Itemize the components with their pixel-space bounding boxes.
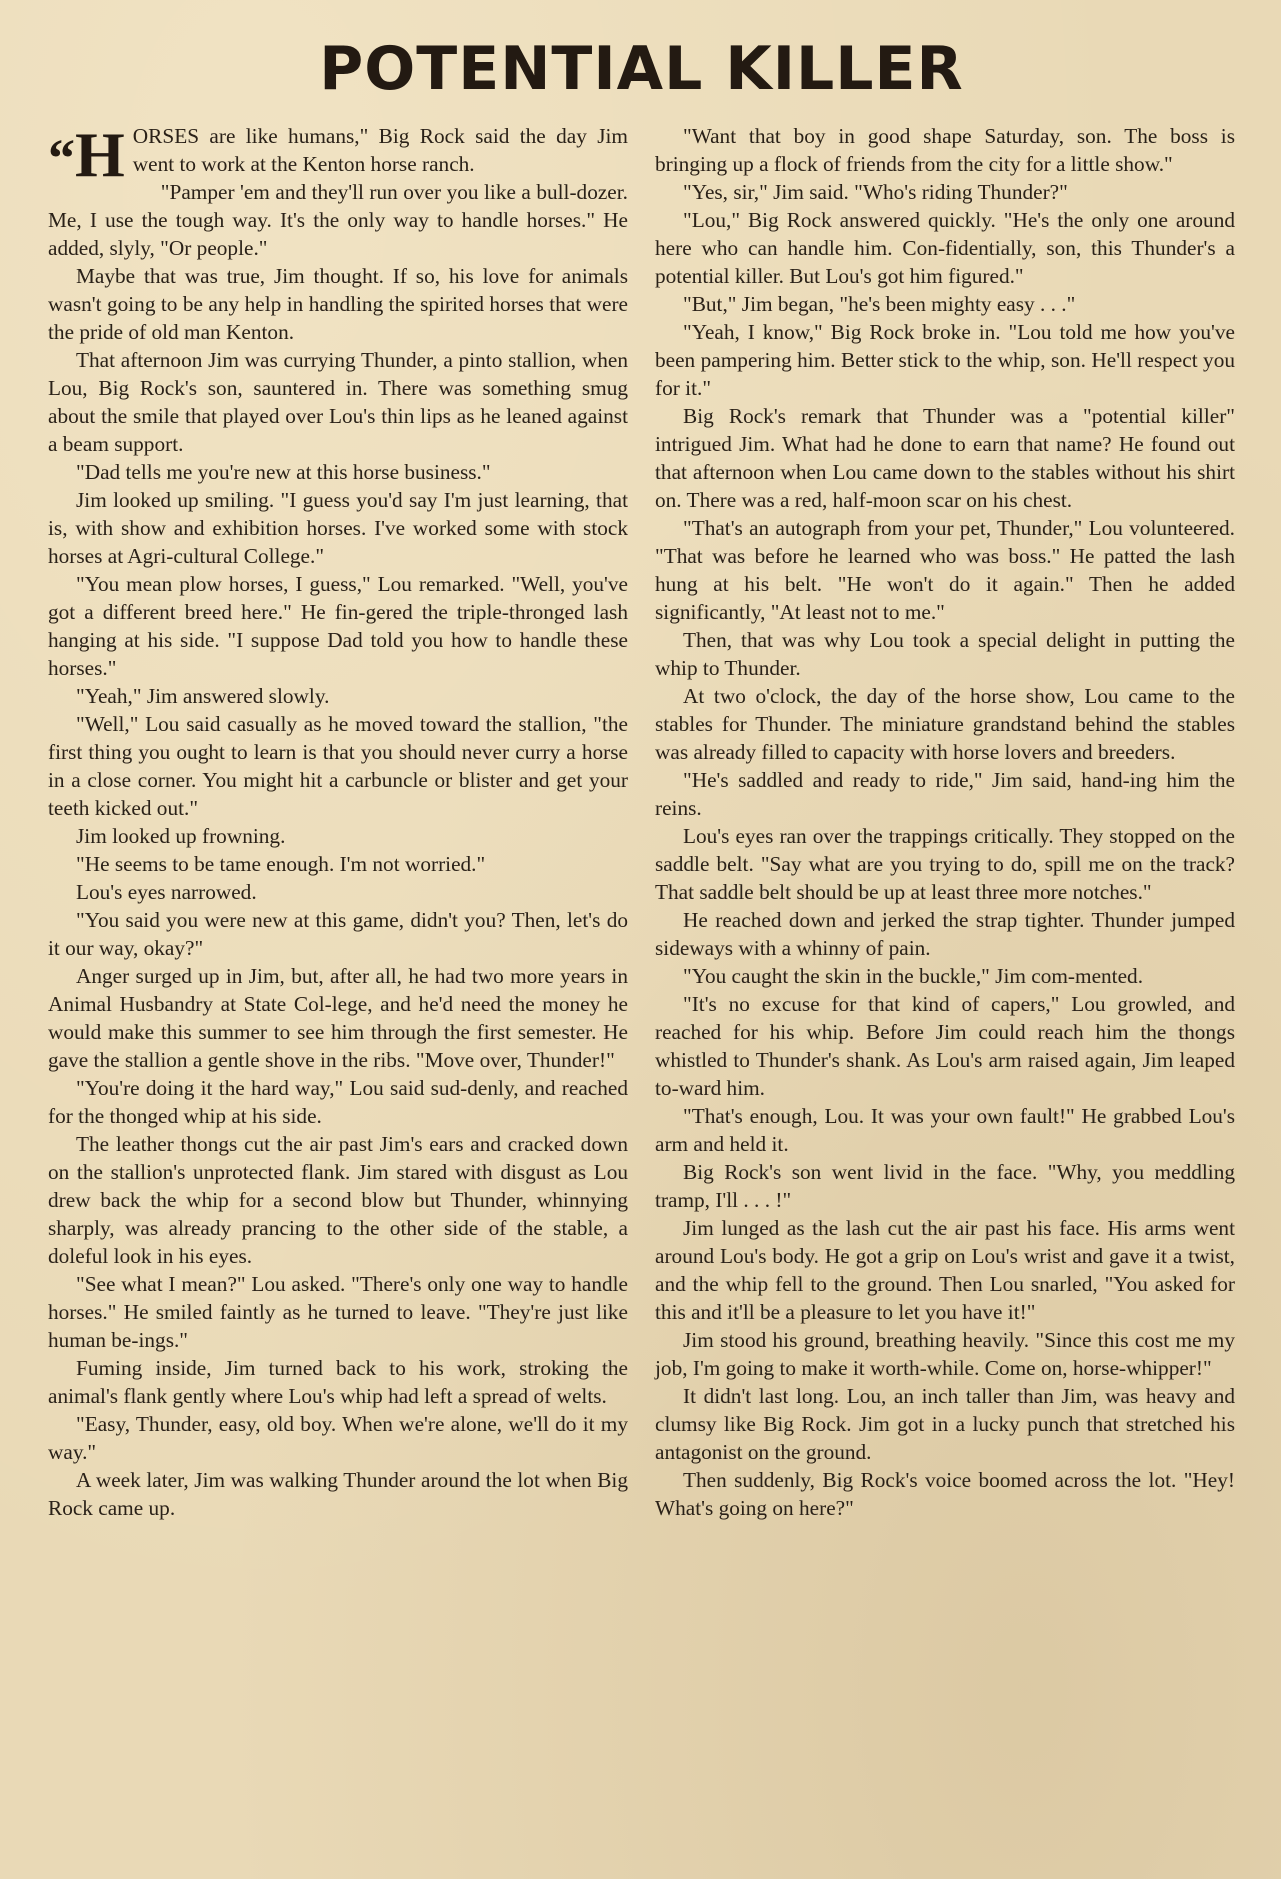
paragraph: "Pamper 'em and they'll run over you like a bull-dozer. Me, I use the tough way. It's the only way to handle horses." He added, slyly, "Or people." (48, 180, 628, 260)
paragraph: At two o'clock, the day of the horse show, Lou came to the stables for Thunder. The miniature grandstand behind the stables was already filled to capacity with horse lovers and breeders. (655, 684, 1235, 764)
left-column (48, 119, 628, 1522)
paragraph: "That's an autograph from your pet, Thunder," Lou volunteered. "That was before he learned who was boss." He patted the lash hung at his belt. "He won't do it again." Then he added significantly, "At least not to me." (655, 516, 1235, 624)
paragraph: Then suddenly, Big Rock's voice boomed across the lot. "Hey! What's going on here?" (655, 1468, 1235, 1520)
drop-cap-letter: H (75, 119, 125, 190)
paragraph: He reached down and jerked the strap tighter. Thunder jumped sideways with a whinny of pain. (655, 908, 1235, 960)
paragraph: "You mean plow horses, I guess," Lou remarked. "Well, you've got a different breed here." He fin-gered the triple-thronged lash hanging at his side. "I suppose Dad told you how to handle these horses." (48, 572, 628, 680)
paragraph: A week later, Jim was walking Thunder around the lot when Big Rock came up. (48, 1468, 628, 1520)
paragraph: "He's saddled and ready to ride," Jim said, hand-ing him the reins. (655, 768, 1235, 820)
paragraph: Lou's eyes narrowed. (76, 880, 257, 904)
paragraph: "See what I mean?" Lou asked. "There's only one way to handle horses." He smiled faintly as he turned to leave. "They're just like human be-ings." (48, 1272, 628, 1352)
paragraph: Big Rock's remark that Thunder was a "potential killer" intrigued Jim. What had he done to earn that name? He found out that afternoon when Lou came down to the stables without his shirt on. There was a red, half-moon scar on his chest. (655, 404, 1235, 512)
paragraph: "You're doing it the hard way," Lou said sud-denly, and reached for the thonged whip at his side. (48, 1076, 628, 1128)
paragraph: Big Rock's son went livid in the face. "Why, you meddling tramp, I'll . . . !" (655, 1160, 1235, 1212)
paragraph: "Easy, Thunder, easy, old boy. When we're alone, we'll do it my way." (48, 1412, 628, 1464)
paragraph: "It's no excuse for that kind of capers," Lou growled, and reached for his whip. Before Jim could reach him the thongs whistled to Thunder's shank. As Lou's arm raised again, Jim leaped to-ward him. (655, 992, 1235, 1100)
paragraph: "Well," Lou said casually as he moved toward the stallion, "the first thing you ought to learn is that you should never curry a horse in a close corner. You might hit a carbuncle or blister and get your teeth kicked out." (48, 712, 628, 820)
paragraph: Jim lunged as the lash cut the air past his face. His arms went around Lou's body. He got a grip on Lou's wrist and gave it a twist, and the whip fell to the ground. Then Lou snarled, "You asked for this and it'll be a pleasure to let you have it!" (655, 1216, 1235, 1324)
paragraph: "Yes, sir," Jim said. "Who's riding Thunder?" (683, 180, 1068, 204)
paragraph: "You said you were new at this game, didn't you? Then, let's do it our way, okay?" (48, 908, 628, 960)
paragraph: Jim looked up frowning. (76, 824, 286, 848)
opening-paragraph (48, 119, 628, 190)
paragraph: Lou's eyes ran over the trappings critically. They stopped on the saddle belt. "Say what are you trying to do, spill me on the track? That saddle belt should be up at least three more notches." (655, 824, 1235, 904)
paragraph: Fuming inside, Jim turned back to his work, stroking the animal's flank gently where Lou's whip had left a spread of welts. (48, 1356, 628, 1408)
paragraph: Jim stood his ground, breathing heavily. "Since this cost me my job, I'm going to make it worth-while. Come on, horse-whipper!" (655, 1328, 1235, 1380)
paragraph: "Want that boy in good shape Saturday, son. The boss is bringing up a flock of friends from the city for a little show." (655, 124, 1235, 176)
paragraph: "Lou," Big Rock answered quickly. "He's the only one around here who can handle him. Con-fidentially, son, this Thunder's a potential killer. But Lou's got him figured." (655, 208, 1235, 288)
drop-cap-quote: “ (48, 128, 75, 188)
paragraph: Then, that was why Lou took a special delight in putting the whip to Thunder. (655, 628, 1235, 680)
paragraph: The leather thongs cut the air past Jim's ears and cracked down on the stallion's unprotected flank. Jim stared with disgust as Lou drew back the whip for a second blow but Thunder, whinnying sharply, was already prancing to the other side of the stable, a doleful look in his eyes. (48, 1132, 628, 1268)
opening-paragraph-text: ORSES are like humans," Big Rock said the day Jim went to work at the Kenton horse ranch. (132, 124, 628, 176)
paragraph: "But," Jim began, "he's been mighty easy . . ." (683, 292, 1076, 316)
paragraph: "Yeah, I know," Big Rock broke in. "Lou told me how you've been pampering him. Better stick to the whip, son. He'll respect you for it." (655, 320, 1235, 400)
story-title: POTENTIAL KILLER (319, 34, 964, 104)
paragraph: "That's enough, Lou. It was your own fault!" He grabbed Lou's arm and held it. (655, 1104, 1235, 1156)
paragraph: Jim looked up smiling. "I guess you'd say I'm just learning, that is, with show and exhibition horses. I've worked some with stock horses at Agri-cultural College." (48, 488, 628, 568)
story-columns (48, 119, 1235, 1522)
paragraph: It didn't last long. Lou, an inch taller than Jim, was heavy and clumsy like Big Rock. Jim got in a lucky punch that stretched his antagonist on the ground. (655, 1384, 1235, 1464)
paragraph: "He seems to be tame enough. I'm not worried." (76, 852, 486, 876)
paragraph: Maybe that was true, Jim thought. If so, his love for animals wasn't going to be any help in handling the spirited horses that were the pride of old man Kenton. (48, 264, 628, 344)
paragraph: "You caught the skin in the buckle," Jim com-mented. (683, 964, 1144, 988)
right-column (655, 122, 1235, 1522)
paragraph: "Yeah," Jim answered slowly. (76, 684, 330, 708)
paragraph: "Dad tells me you're new at this horse business." (76, 460, 491, 484)
paragraph: That afternoon Jim was currying Thunder, a pinto stallion, when Lou, Big Rock's son, sauntered in. There was something smug about the smile that played over Lou's thin lips as he leaned against a beam support. (48, 348, 628, 456)
drop-cap (48, 119, 125, 190)
paragraph: Anger surged up in Jim, but, after all, he had two more years in Animal Husbandry at State Col-lege, and he'd need the money he would make this summer to see him through the first semester. He gave the stallion a gentle shove in the ribs. "Move over, Thunder!" (48, 964, 628, 1072)
